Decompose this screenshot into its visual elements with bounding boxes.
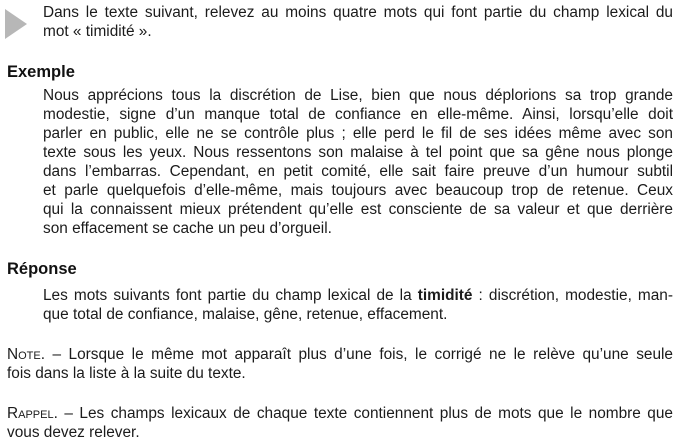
instruction-line-1: Dans le texte suivant, relevez au moins quatre mots qui font partie du champ lexical du (43, 4, 673, 21)
note-line-1 (7, 345, 673, 364)
example-heading: Exemple (7, 63, 75, 81)
instruction-text (43, 3, 673, 41)
rappel-label-rest: appel (18, 405, 54, 422)
rappel-line-1 (7, 404, 673, 423)
note-line-1-text: . – Lorsque le même mot apparaît plus d’une fois, le corrigé ne le relève qu’une seule (40, 346, 673, 363)
example-line: son effacement se cache un peu d’orgueil. (43, 220, 332, 237)
answer-keyword: timidité (417, 287, 473, 304)
instruction-block (0, 3, 686, 43)
example-line: texte sous les yeux. Nous ressentons son malaise à tel point que sa gêne nous plonge (43, 144, 673, 161)
example-line: dans l’embarras. Cependant, en petit comité, elle sait faire preuve d’un humour subtil (43, 163, 673, 180)
note-label-first: N (7, 346, 19, 363)
rappel-line-2: vous devez relever. (7, 424, 140, 441)
example-line: parler en public, elle ne se contrôle plus ; elle perd le fil de ses idées même avec son (43, 125, 673, 142)
instruction-line-2: mot « timidité ». (43, 23, 152, 40)
answer-line-1 (43, 286, 673, 305)
example-line: qui la connaissent mieux prétendent qu’elle est consciente de sa valeur et que derrière (43, 201, 673, 218)
rappel-line-1-text: . – Les champs lexicaux de chaque texte contiennent plus de mots que le nombre que (53, 405, 673, 422)
rappel-paragraph (7, 404, 673, 442)
answer-text-after: : discrétion, modestie, man- (472, 287, 673, 304)
note-line-2: fois dans la liste à la suite du texte. (7, 365, 246, 382)
answer-paragraph (43, 286, 673, 324)
example-line: Nous apprécions tous la discrétion de Lise, bien que nous déplorions sa trop grande (43, 87, 673, 104)
rappel-label-first: R (7, 405, 19, 422)
answer-text-before: Les mots suivants font partie du champ lexical de la (43, 287, 418, 304)
triangle-bullet-icon (5, 9, 27, 39)
note-paragraph (7, 345, 673, 383)
example-line: et parle quelquefois d’elle-même, mais toujours avec beaucoup trop de retenue. Ceux (43, 182, 673, 199)
note-label-rest: ote (18, 346, 41, 363)
answer-line-2: que total de confiance, malaise, gêne, retenue, effacement. (43, 306, 448, 323)
example-line: modestie, signe d’un manque total de confiance en elle-même. Ainsi, lorsqu’elle doit (43, 106, 673, 123)
example-paragraph (43, 86, 673, 238)
answer-heading: Réponse (7, 260, 77, 278)
